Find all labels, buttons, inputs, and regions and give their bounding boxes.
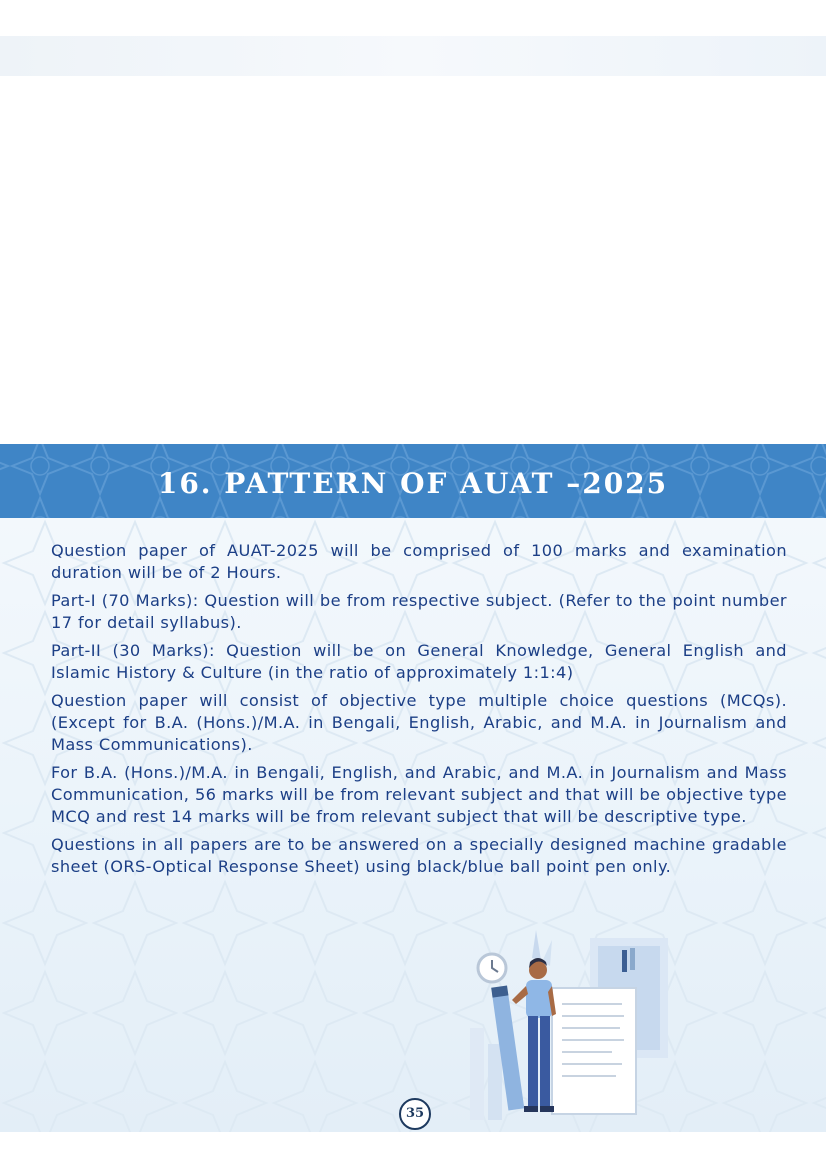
top-decorative-band xyxy=(0,36,826,76)
paragraph-exam-overview: Question paper of AUAT-2025 will be comprised of 100 marks and examination duration will be of 2 Hours. xyxy=(51,541,787,582)
paragraph-part-one: Part-I (70 Marks): Question will be from respective subject. (Refer to the point number 17 for detail syllabus). xyxy=(51,591,787,632)
student-exam-illustration xyxy=(462,920,682,1120)
page-number-badge: 35 xyxy=(399,1098,431,1130)
paragraph-mcq-format: Question paper will consist of objective type multiple choice questions (MCQs). (Except for B.A. (Hons.)/M.A. in Bengali, English, Arabic, and M.A. in Journalism and Mass Communications). xyxy=(51,691,787,754)
paragraph-part-two: Part-II (30 Marks): Question will be on General Knowledge, General English and Islamic History & Culture (in the ratio of approximately 1:1:4) xyxy=(51,641,787,682)
section-body xyxy=(51,540,787,884)
section-banner xyxy=(0,444,826,518)
paragraph-ors-sheet: Questions in all papers are to be answered on a specially designed machine gradable sheet (ORS-Optical Response Sheet) using black/blue ball point pen only. xyxy=(51,835,787,876)
section-title: 16. PATTERN OF AUAT –2025 xyxy=(157,467,669,500)
paragraph-descriptive-exception: For B.A. (Hons.)/M.A. in Bengali, English, and Arabic, and M.A. in Journalism and Mass Communication, 56 marks will be from relevant subject and that will be objective type MCQ and rest 14 marks will be from relevant subject that will be descriptive type. xyxy=(51,763,787,826)
